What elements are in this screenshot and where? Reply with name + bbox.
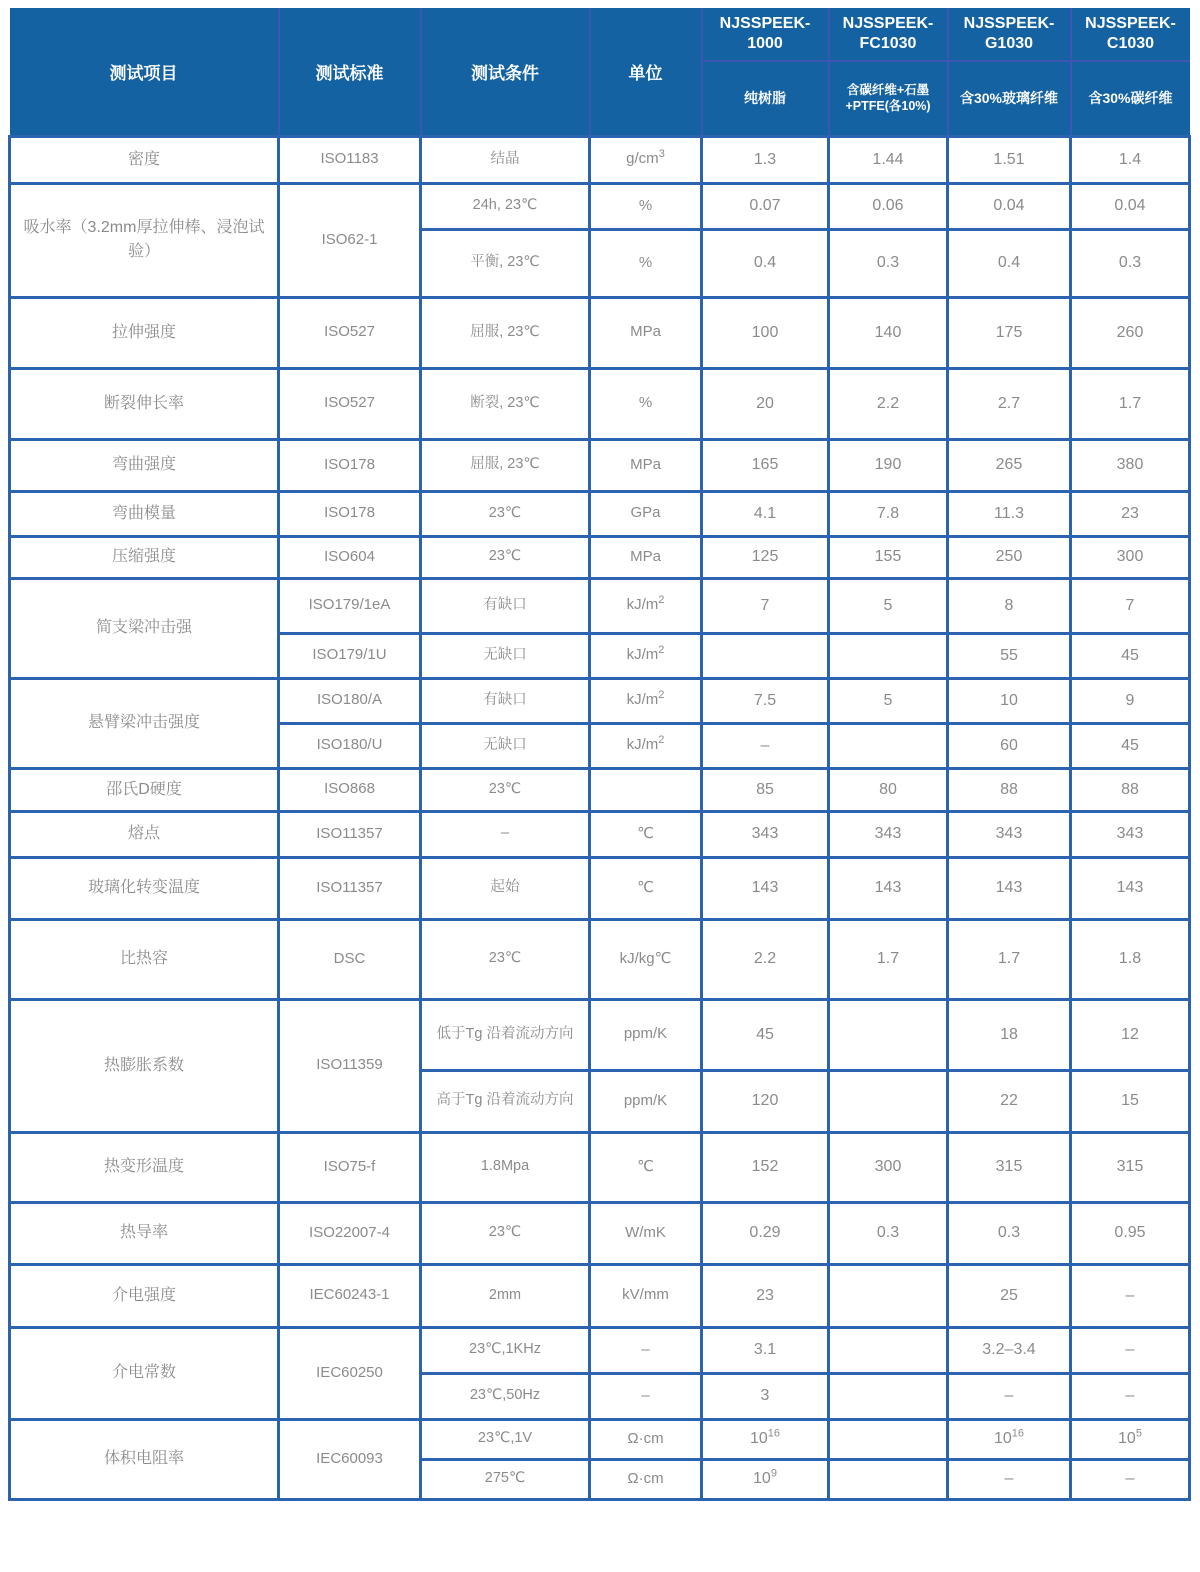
table-row: [10, 439, 1190, 491]
test-item-cell: 介电常数: [10, 1327, 279, 1419]
value-cell: 80: [829, 768, 948, 811]
condition-cell: 23℃: [421, 1202, 590, 1264]
unit-cell: Ω·cm: [590, 1419, 702, 1459]
unit-cell: GPa: [590, 491, 702, 536]
test-item-cell: 压缩强度: [10, 536, 279, 578]
value-cell: 343: [948, 811, 1071, 857]
test-item-cell: 热变形温度: [10, 1132, 279, 1202]
test-item-cell: 弯曲模量: [10, 491, 279, 536]
value-cell: [702, 633, 829, 678]
table-row: [10, 1264, 1190, 1327]
value-cell: 265: [948, 439, 1071, 491]
table-row: [10, 1132, 1190, 1202]
unit-cell: MPa: [590, 536, 702, 578]
unit-cell: kJ/kg℃: [590, 919, 702, 999]
value-cell: 380: [1071, 439, 1190, 491]
standard-cell: ISO178: [279, 439, 421, 491]
value-cell: 3: [702, 1373, 829, 1419]
value-cell: 5: [829, 578, 948, 633]
header-cell-product-1000-desc: 纯树脂: [702, 61, 829, 136]
condition-cell: 2mm: [421, 1264, 590, 1327]
value-cell: 55: [948, 633, 1071, 678]
value-cell: 140: [829, 297, 948, 368]
value-cell: 100: [702, 297, 829, 368]
table-row: [10, 811, 1190, 857]
value-cell: 300: [829, 1132, 948, 1202]
unit-cell: $kJ/m^2$: [590, 678, 702, 723]
value-cell: 7.5: [702, 678, 829, 723]
value-cell: 23: [1071, 491, 1190, 536]
value-cell: 45: [702, 999, 829, 1070]
header-cell-product-g1030-name: NJSSPEEK-G1030: [948, 8, 1071, 61]
condition-cell: –: [421, 811, 590, 857]
unit-cell: ℃: [590, 857, 702, 919]
standard-cell: ISO180/U: [279, 723, 421, 768]
condition-cell: 高于Tg 沿着流动方向: [421, 1070, 590, 1132]
condition-cell: 无缺口: [421, 633, 590, 678]
condition-cell: 23℃: [421, 536, 590, 578]
value-cell: –: [1071, 1264, 1190, 1327]
table-row: [10, 491, 1190, 536]
value-cell: 343: [829, 811, 948, 857]
unit-cell: %: [590, 183, 702, 229]
test-item-cell: 邵氏D硬度: [10, 768, 279, 811]
value-cell: 143: [702, 857, 829, 919]
header-cell-test-condition: 测试条件: [421, 8, 590, 136]
value-cell: 0.3: [948, 1202, 1071, 1264]
unit-cell: MPa: [590, 297, 702, 368]
unit-cell: ℃: [590, 1132, 702, 1202]
standard-cell: ISO22007-4: [279, 1202, 421, 1264]
unit-cell: $g/cm^3$: [590, 136, 702, 183]
value-cell: $10^9$: [702, 1459, 829, 1499]
standard-cell: ISO11359: [279, 999, 421, 1132]
header-cell-product-fc1030-name: NJSSPEEK-FC1030: [829, 8, 948, 61]
test-item-cell: 介电强度: [10, 1264, 279, 1327]
standard-cell: ISO868: [279, 768, 421, 811]
standard-cell: DSC: [279, 919, 421, 999]
value-cell: –: [1071, 1459, 1190, 1499]
unit-cell: $kJ/m^2$: [590, 633, 702, 678]
header-cell-product-c1030-name: NJSSPEEK-C1030: [1071, 8, 1190, 61]
value-cell: 7: [702, 578, 829, 633]
standard-cell: ISO604: [279, 536, 421, 578]
value-cell: –: [1071, 1373, 1190, 1419]
value-cell: –: [702, 723, 829, 768]
value-cell: 1.7: [1071, 368, 1190, 439]
value-cell: 0.3: [829, 229, 948, 297]
unit-cell: ppm/K: [590, 1070, 702, 1132]
value-cell: 190: [829, 439, 948, 491]
value-cell: 45: [1071, 633, 1190, 678]
table-row: [10, 536, 1190, 578]
value-cell: 0.4: [702, 229, 829, 297]
standard-cell: ISO11357: [279, 857, 421, 919]
value-cell: 7: [1071, 578, 1190, 633]
value-cell: 88: [1071, 768, 1190, 811]
value-cell: 5: [829, 678, 948, 723]
value-cell: 0.4: [948, 229, 1071, 297]
unit-cell: –: [590, 1373, 702, 1419]
table-row: [10, 1419, 1190, 1459]
header-cell-product-1000-name: NJSSPEEK-1000: [702, 8, 829, 61]
unit-cell: W/mK: [590, 1202, 702, 1264]
value-cell: [829, 1373, 948, 1419]
standard-cell: ISO62-1: [279, 183, 421, 297]
value-cell: 2.7: [948, 368, 1071, 439]
value-cell: 315: [1071, 1132, 1190, 1202]
table-row: [10, 578, 1190, 633]
value-cell: 343: [1071, 811, 1190, 857]
condition-cell: 1.8Mpa: [421, 1132, 590, 1202]
value-cell: 175: [948, 297, 1071, 368]
test-item-cell: 比热容: [10, 919, 279, 999]
table-row: [10, 136, 1190, 183]
value-cell: 4.1: [702, 491, 829, 536]
standard-cell: ISO178: [279, 491, 421, 536]
header-cell-unit: 单位: [590, 8, 702, 136]
value-cell: 25: [948, 1264, 1071, 1327]
table-row: [10, 919, 1190, 999]
unit-cell: ℃: [590, 811, 702, 857]
header-cell-product-c1030-desc: 含30%碳纤维: [1071, 61, 1190, 136]
value-cell: [829, 1459, 948, 1499]
value-cell: 165: [702, 439, 829, 491]
test-item-cell: 悬臂梁冲击强度: [10, 678, 279, 768]
value-cell: 1.7: [829, 919, 948, 999]
standard-cell: IEC60243-1: [279, 1264, 421, 1327]
value-cell: 1.7: [948, 919, 1071, 999]
value-cell: 23: [702, 1264, 829, 1327]
value-cell: 0.29: [702, 1202, 829, 1264]
value-cell: 18: [948, 999, 1071, 1070]
value-cell: 2.2: [702, 919, 829, 999]
condition-cell: 23℃: [421, 919, 590, 999]
value-cell: 260: [1071, 297, 1190, 368]
value-cell: 1.8: [1071, 919, 1190, 999]
value-cell: 20: [702, 368, 829, 439]
condition-cell: 275℃: [421, 1459, 590, 1499]
table-row: [10, 368, 1190, 439]
value-cell: –: [948, 1459, 1071, 1499]
header-cell-test-item: 测试项目: [10, 8, 279, 136]
value-cell: 10: [948, 678, 1071, 723]
condition-cell: 低于Tg 沿着流动方向: [421, 999, 590, 1070]
value-cell: 1.4: [1071, 136, 1190, 183]
condition-cell: 23℃: [421, 491, 590, 536]
condition-cell: 结晶: [421, 136, 590, 183]
condition-cell: 屈服, 23℃: [421, 439, 590, 491]
standard-cell: IEC60250: [279, 1327, 421, 1419]
condition-cell: 23℃,50Hz: [421, 1373, 590, 1419]
unit-cell: %: [590, 368, 702, 439]
unit-cell: %: [590, 229, 702, 297]
value-cell: 12: [1071, 999, 1190, 1070]
value-cell: 125: [702, 536, 829, 578]
standard-cell: ISO527: [279, 297, 421, 368]
test-item-cell: 弯曲强度: [10, 439, 279, 491]
value-cell: 1.44: [829, 136, 948, 183]
unit-cell: $kJ/m^2$: [590, 578, 702, 633]
test-item-cell: 体积电阻率: [10, 1419, 279, 1499]
value-cell: 45: [1071, 723, 1190, 768]
value-cell: 22: [948, 1070, 1071, 1132]
test-item-cell: 热膨胀系数: [10, 999, 279, 1132]
condition-cell: 屈服, 23℃: [421, 297, 590, 368]
value-cell: 315: [948, 1132, 1071, 1202]
value-cell: [829, 633, 948, 678]
unit-cell: kV/mm: [590, 1264, 702, 1327]
value-cell: 0.3: [829, 1202, 948, 1264]
test-item-cell: 熔点: [10, 811, 279, 857]
condition-cell: 起始: [421, 857, 590, 919]
table-row: [10, 768, 1190, 811]
table-row: [10, 678, 1190, 723]
table-body: [10, 136, 1190, 1499]
unit-cell: Ω·cm: [590, 1459, 702, 1499]
condition-cell: 有缺口: [421, 678, 590, 723]
value-cell: 88: [948, 768, 1071, 811]
standard-cell: IEC60093: [279, 1419, 421, 1499]
test-item-cell: 吸水率（3.2mm厚拉伸棒、浸泡试验）: [10, 183, 279, 297]
value-cell: 343: [702, 811, 829, 857]
value-cell: 0.3: [1071, 229, 1190, 297]
table-row: [10, 1327, 1190, 1373]
condition-cell: 23℃: [421, 768, 590, 811]
spec-table: [8, 8, 1191, 1501]
value-cell: $10^{16}$: [948, 1419, 1071, 1459]
value-cell: [829, 1070, 948, 1132]
test-item-cell: 断裂伸长率: [10, 368, 279, 439]
value-cell: 11.3: [948, 491, 1071, 536]
unit-cell: [590, 768, 702, 811]
value-cell: 0.04: [948, 183, 1071, 229]
unit-cell: –: [590, 1327, 702, 1373]
condition-cell: 24h, 23℃: [421, 183, 590, 229]
condition-cell: 有缺口: [421, 578, 590, 633]
value-cell: 7.8: [829, 491, 948, 536]
value-cell: 2.2: [829, 368, 948, 439]
standard-cell: ISO75-f: [279, 1132, 421, 1202]
test-item-cell: 简支梁冲击强: [10, 578, 279, 678]
value-cell: 3.2–3.4: [948, 1327, 1071, 1373]
test-item-cell: 拉伸强度: [10, 297, 279, 368]
header-cell-test-standard: 测试标准: [279, 8, 421, 136]
value-cell: $10^5$: [1071, 1419, 1190, 1459]
table-row: [10, 297, 1190, 368]
standard-cell: ISO11357: [279, 811, 421, 857]
table-row: [10, 1202, 1190, 1264]
condition-cell: 23℃,1KHz: [421, 1327, 590, 1373]
value-cell: 143: [948, 857, 1071, 919]
header-cell-product-fc1030-desc: 含碳纤维+石墨+PTFE(各10%): [829, 61, 948, 136]
value-cell: [829, 723, 948, 768]
value-cell: 15: [1071, 1070, 1190, 1132]
value-cell: 1.3: [702, 136, 829, 183]
standard-cell: ISO527: [279, 368, 421, 439]
condition-cell: 断裂, 23℃: [421, 368, 590, 439]
value-cell: 8: [948, 578, 1071, 633]
value-cell: $10^{16}$: [702, 1419, 829, 1459]
test-item-cell: 玻璃化转变温度: [10, 857, 279, 919]
value-cell: 152: [702, 1132, 829, 1202]
standard-cell: ISO1183: [279, 136, 421, 183]
value-cell: 155: [829, 536, 948, 578]
value-cell: 0.95: [1071, 1202, 1190, 1264]
value-cell: 143: [829, 857, 948, 919]
table-row: [10, 999, 1190, 1070]
condition-cell: 平衡, 23℃: [421, 229, 590, 297]
value-cell: 0.07: [702, 183, 829, 229]
value-cell: 0.04: [1071, 183, 1190, 229]
value-cell: 9: [1071, 678, 1190, 723]
table-header: [10, 8, 1190, 136]
value-cell: 120: [702, 1070, 829, 1132]
value-cell: [829, 1419, 948, 1459]
value-cell: [829, 1264, 948, 1327]
table-row: [10, 183, 1190, 229]
unit-cell: $kJ/m^2$: [590, 723, 702, 768]
test-item-cell: 密度: [10, 136, 279, 183]
header-row-products: [10, 8, 1190, 61]
value-cell: 143: [1071, 857, 1190, 919]
value-cell: 3.1: [702, 1327, 829, 1373]
value-cell: –: [1071, 1327, 1190, 1373]
unit-cell: ppm/K: [590, 999, 702, 1070]
value-cell: 250: [948, 536, 1071, 578]
header-cell-product-g1030-desc: 含30%玻璃纤维: [948, 61, 1071, 136]
value-cell: 300: [1071, 536, 1190, 578]
table-row: [10, 857, 1190, 919]
value-cell: 1.51: [948, 136, 1071, 183]
standard-cell: ISO180/A: [279, 678, 421, 723]
condition-cell: 无缺口: [421, 723, 590, 768]
value-cell: –: [948, 1373, 1071, 1419]
value-cell: 60: [948, 723, 1071, 768]
standard-cell: ISO179/1U: [279, 633, 421, 678]
test-item-cell: 热导率: [10, 1202, 279, 1264]
unit-cell: MPa: [590, 439, 702, 491]
value-cell: [829, 1327, 948, 1373]
value-cell: [829, 999, 948, 1070]
value-cell: 85: [702, 768, 829, 811]
condition-cell: 23℃,1V: [421, 1419, 590, 1459]
value-cell: 0.06: [829, 183, 948, 229]
standard-cell: ISO179/1eA: [279, 578, 421, 633]
